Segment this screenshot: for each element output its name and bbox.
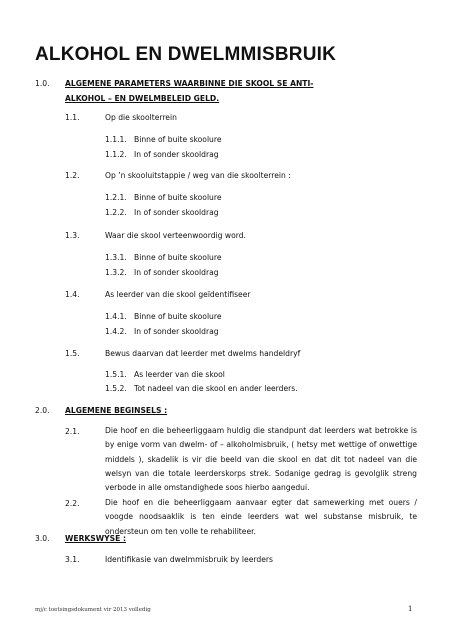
item-1-5-2-text: Tot nadeel van die skool en ander leerders. [134, 384, 298, 393]
item-1-1-number: 1.1. [65, 113, 80, 122]
item-1-4-2-text: In of sonder skooldrag [134, 327, 219, 336]
item-1-1-text: Op die skoolterrein [105, 113, 177, 122]
item-2-2-paragraph: Die hoof en die beheerliggaam aanvaar egter dat samewerking met ouers / voogde noodsaaklik is ten einde leerders wat wel substanse misbruik, te ondersteun om ten volle te rehabiliteer. [105, 498, 417, 536]
item-1-5-number: 1.5. [65, 349, 80, 358]
item-1-2-2-text: In of sonder skooldrag [134, 208, 219, 217]
item-1-1-1-text: Binne of buite skoolure [134, 135, 222, 144]
section-2-number: 2.0. [35, 406, 50, 415]
page-title: ALKOHOL EN DWELMMISBRUIK [35, 44, 337, 65]
item-1-4-1-number: 1.4.1. [105, 312, 127, 321]
item-1-2-2-number: 1.2.2. [105, 208, 127, 217]
item-1-2-1-number: 1.2.1. [105, 193, 127, 202]
item-3-1-number: 3.1. [65, 555, 80, 564]
item-1-4-2-number: 1.4.2. [105, 327, 127, 336]
item-1-3-2-text: In of sonder skooldrag [134, 268, 219, 277]
section-3-heading: WERKSWYSE : [65, 534, 126, 543]
item-2-1-number: 2.1. [65, 427, 80, 436]
item-1-3-1-text: Binne of buite skoolure [134, 253, 222, 262]
item-1-5-2-number: 1.5.2. [105, 384, 127, 393]
item-1-4-1-text: Binne of buite skoolure [134, 312, 222, 321]
section-1-heading-line2: ALKOHOL – EN DWELMBELEID GELD. [65, 94, 220, 103]
item-2-2-number: 2.2. [65, 499, 80, 508]
item-1-4-number: 1.4. [65, 290, 80, 299]
section-1-number: 1.0. [35, 79, 50, 88]
item-1-1-1-number: 1.1.1. [105, 135, 127, 144]
section-1-heading-line1: ALGEMENE PARAMETERS WAARBINNE DIE SKOOL SE ANTI- [65, 79, 314, 88]
item-1-5-text: Bewus daarvan dat leerder met dwelms handeldryf [105, 349, 301, 358]
footer-text: mj/c toetsingsdokument vir 2013 volledig [35, 607, 151, 613]
page-number: 1 [408, 605, 413, 613]
item-1-3-2-number: 1.3.2. [105, 268, 127, 277]
item-1-1-2-text: In of sonder skooldrag [134, 150, 219, 159]
item-1-5-1-number: 1.5.1. [105, 370, 127, 379]
section-2-heading: ALGEMENE BEGINSELS : [65, 406, 168, 415]
item-1-5-1-text: As leerder van die skool [134, 370, 225, 379]
item-3-1-text: Identifikasie van dwelmmisbruik by leerders [105, 555, 273, 564]
item-1-3-1-number: 1.3.1. [105, 253, 127, 262]
item-1-3-text: Waar die skool verteenwoordig word. [105, 231, 246, 240]
item-2-1-paragraph: Die hoof en die beheerliggaam huldig die standpunt dat leerders wat betrokke is by enige vorm van dwelm- of – alkoholmisbruik, ( hetsy met wettige of onwettige middels ), skadelik is vir die beeld van die skool en dat dit tot nadeel van die welsyn van die totale leerderskorps strek. Sodanige gedrag is gevolglik streng verbode in alle omstandighede soos hierbo aangedui. [105, 426, 417, 493]
item-1-2-number: 1.2. [65, 171, 80, 180]
section-3-number: 3.0. [35, 534, 50, 543]
item-1-1-2-number: 1.1.2. [105, 150, 127, 159]
item-1-4-text: As leerder van die skool geïdentifiseer [105, 290, 251, 299]
item-1-3-number: 1.3. [65, 231, 80, 240]
item-1-2-text: Op ’n skooluitstappie / weg van die skoolterrein : [105, 171, 291, 180]
item-1-2-1-text: Binne of buite skoolure [134, 193, 222, 202]
